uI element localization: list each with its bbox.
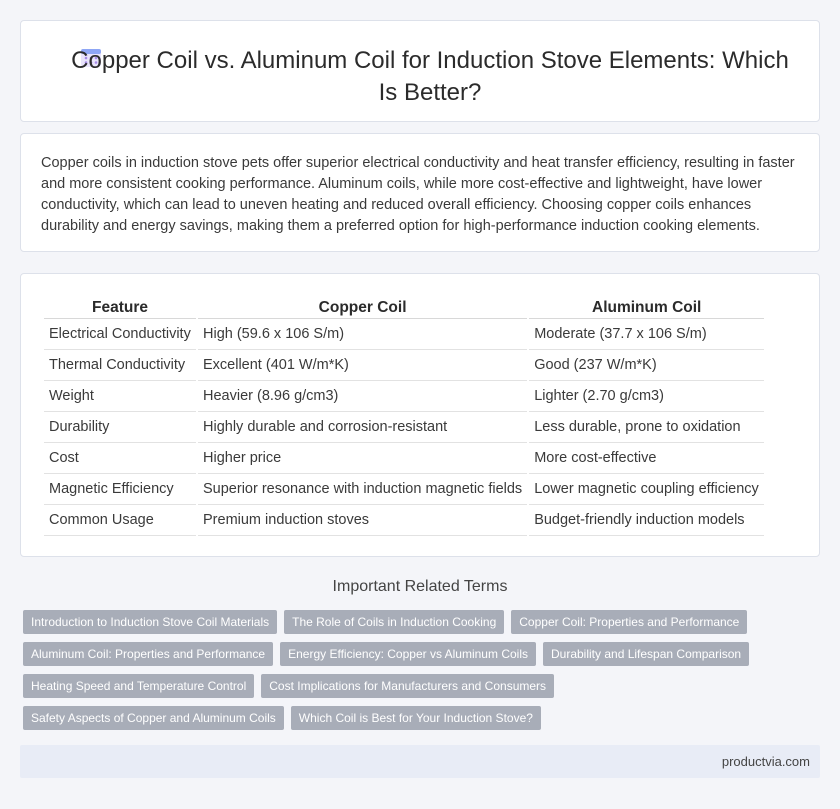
aluminum-cell: Lower magnetic coupling efficiency <box>529 474 764 505</box>
related-term-tag[interactable]: Copper Coil: Properties and Performance <box>511 610 747 634</box>
related-terms-title: Important Related Terms <box>332 578 508 595</box>
related-terms-row <box>23 706 813 730</box>
feature-cell: Common Usage <box>44 505 196 536</box>
related-term-tag[interactable]: Safety Aspects of Copper and Aluminum Coils <box>23 706 284 730</box>
related-term-tag[interactable]: Heating Speed and Temperature Control <box>23 674 254 698</box>
related-term-tag[interactable]: Energy Efficiency: Copper vs Aluminum Coils <box>280 642 536 666</box>
copper-cell: High (59.6 x 106 S/m) <box>198 319 527 350</box>
table-row <box>44 412 764 443</box>
footer <box>20 745 820 778</box>
table-header-row <box>44 293 764 319</box>
related-term-tag[interactable]: Aluminum Coil: Properties and Performance <box>23 642 273 666</box>
feature-cell: Magnetic Efficiency <box>44 474 196 505</box>
aluminum-cell: Less durable, prone to oxidation <box>529 412 764 443</box>
comparison-card <box>20 273 820 557</box>
table-row <box>44 474 764 505</box>
footer-site[interactable]: productvia.com <box>721 754 810 769</box>
related-term-tag[interactable]: Cost Implications for Manufacturers and Consumers <box>261 674 554 698</box>
table-body <box>44 319 764 536</box>
aluminum-cell: Lighter (2.70 g/cm3) <box>529 381 764 412</box>
copper-cell: Excellent (401 W/m*K) <box>198 350 527 381</box>
related-terms-row <box>23 610 813 634</box>
copper-cell: Highly durable and corrosion-resistant <box>198 412 527 443</box>
feature-cell: Durability <box>44 412 196 443</box>
copper-cell: Heavier (8.96 g/cm3) <box>198 381 527 412</box>
table-row <box>44 381 764 412</box>
feature-cell: Electrical Conductivity <box>44 319 196 350</box>
feature-cell: Thermal Conductivity <box>44 350 196 381</box>
table-row <box>44 443 764 474</box>
related-terms-row <box>23 642 813 666</box>
aluminum-cell: Budget-friendly induction models <box>529 505 764 536</box>
related-terms-row <box>23 674 813 698</box>
table-row <box>44 505 764 536</box>
intro-paragraph: Copper coils in induction stove pets offer superior electrical conductivity and heat transfer efficiency, resulting in faster and more consistent cooking performance. Aluminum coils, while more cost-effective and lightweight, have lower conductivity, which can lead to uneven heating and reduced overall efficiency. Choosing copper coils enhances durability and energy savings, making them a preferred option for high-performance induction cooking elements. <box>41 155 795 234</box>
table-row <box>44 319 764 350</box>
title-card <box>20 20 820 122</box>
aluminum-cell: More cost-effective <box>529 443 764 474</box>
copper-cell: Higher price <box>198 443 527 474</box>
copper-cell: Premium induction stoves <box>198 505 527 536</box>
related-term-tag[interactable]: Introduction to Induction Stove Coil Materials <box>23 610 277 634</box>
copper-cell: Superior resonance with induction magnetic fields <box>198 474 527 505</box>
related-term-tag[interactable]: Which Coil is Best for Your Induction Stove? <box>291 706 541 730</box>
related-terms-list <box>23 610 813 738</box>
page-title: Copper Coil vs. Aluminum Coil for Induction Stove Elements: Which Is Better? <box>71 47 789 106</box>
table-row <box>44 350 764 381</box>
feature-cell: Cost <box>44 443 196 474</box>
comparison-table <box>42 293 766 536</box>
related-term-tag[interactable]: Durability and Lifespan Comparison <box>543 642 749 666</box>
header-copper-coil: Copper Coil <box>198 293 527 319</box>
intro-card <box>20 133 820 252</box>
aluminum-cell: Good (237 W/m*K) <box>529 350 764 381</box>
header-feature: Feature <box>44 293 196 319</box>
aluminum-cell: Moderate (37.7 x 106 S/m) <box>529 319 764 350</box>
header-aluminum-coil: Aluminum Coil <box>529 293 764 319</box>
feature-cell: Weight <box>44 381 196 412</box>
related-term-tag[interactable]: The Role of Coils in Induction Cooking <box>284 610 504 634</box>
